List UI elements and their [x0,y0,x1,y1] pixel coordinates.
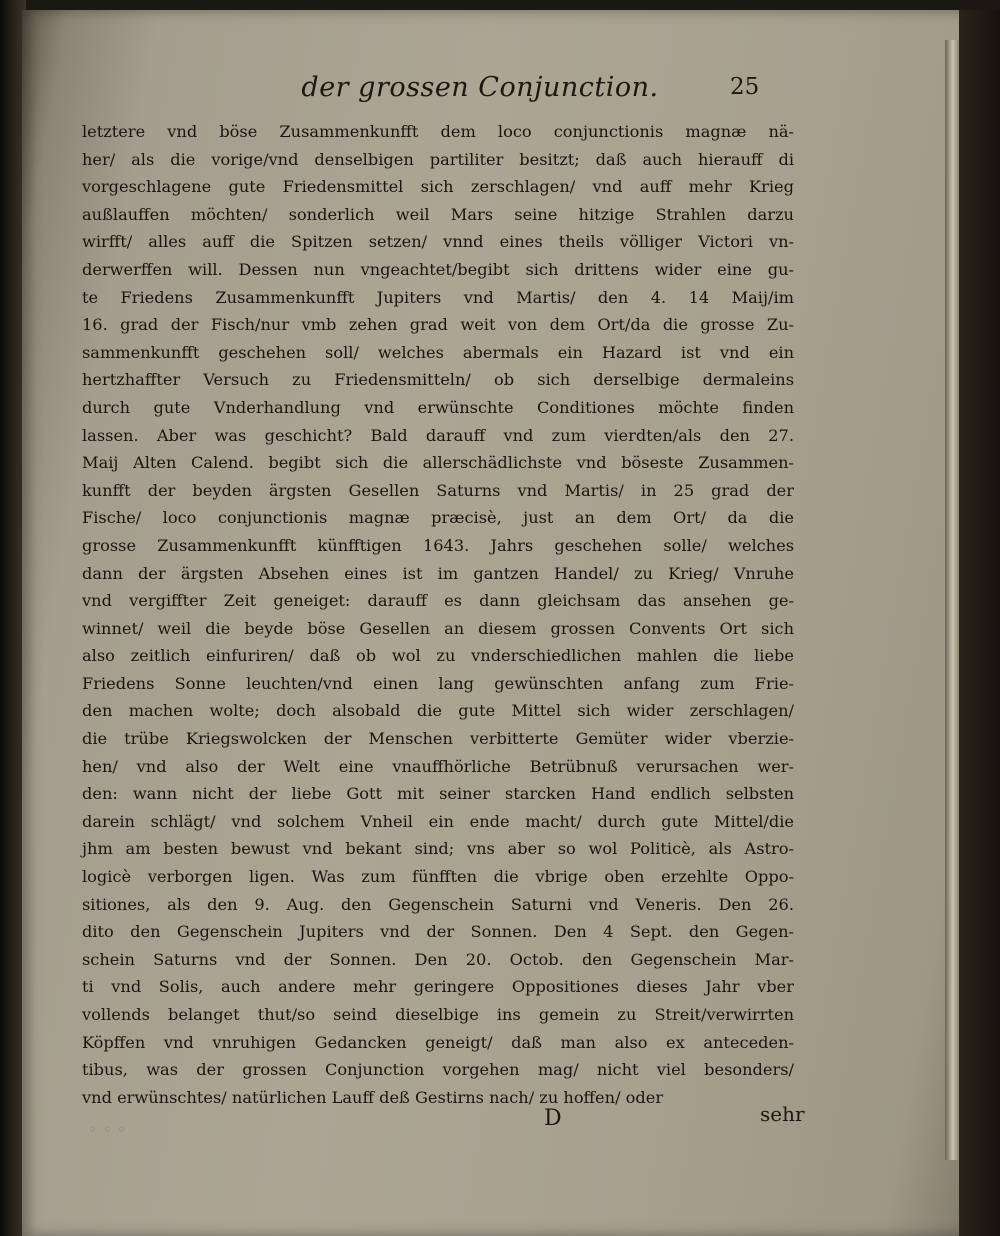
text-line: darein schlägt/ vnd solchem Vnheil ein ende macht/ durch gute Mittel/die [82,811,794,831]
text-line: her/ als die vorige/vnd denselbigen partiliter besitzt; daß auch hierauff di [82,149,794,169]
text-line: wirfft/ alles auff die Spitzen setzen/ vnnd eines theils völliger Victori vn- [82,232,794,252]
text-line: vnd vergiffter Zeit geneiget: darauff es dann gleichsam das ansehen ge- [82,591,794,611]
body-text [82,118,794,1111]
catchword: sehr [760,1102,805,1126]
text-line: Friedens Sonne leuchten/vnd einen lang gewünschten anfang zum Frie- [82,673,794,693]
text-line: tibus, was der grossen Conjunction vorgehen mag/ nicht viel besonders/ [82,1060,794,1080]
text-line: Köpffen vnd vnruhigen Gedancken geneigt/ daß man also ex anteceden- [82,1032,794,1052]
text-line: sitiones, als den 9. Aug. den Gegenschein Saturni vnd Veneris. Den 26. [82,894,794,914]
text-line: hen/ vnd also der Welt eine vnauffhörliche Betrübnuß verursachen wer- [82,756,794,776]
page-fold-edge [945,40,959,1160]
text-line: letztere vnd böse Zusammenkunfft dem loco conjunctionis magnæ nä- [82,122,794,141]
text-line: te Friedens Zusammenkunfft Jupiters vnd Martis/ den 4. 14 Maij/im [82,287,794,307]
text-line: 16. grad der Fisch/nur vmb zehen grad weit von dem Ort/da die grosse Zu- [82,315,794,335]
text-line: außlauffen möchten/ sonderlich weil Mars seine hitzige Strahlen darzu [82,204,794,224]
text-line: dito den Gegenschein Jupiters vnd der Sonnen. Den 4 Sept. den Gegen- [82,922,794,942]
signature-mark: D [544,1106,562,1131]
text-line: Fische/ loco conjunctionis magnæ præcisè, just an dem Ort/ da die [82,508,794,528]
text-line: vorgeschlagene gute Friedensmittel sich zerschlagen/ vnd auff mehr Krieg [82,177,794,197]
text-line: kunfft der beyden ärgsten Gesellen Saturns vnd Martis/ in 25 grad der [82,480,794,500]
page-number: 25 [730,74,760,100]
text-line: winnet/ weil die beyde böse Gesellen an diesem grossen Convents Ort sich [82,618,794,638]
text-line: den machen wolte; doch alsobald die gute Mittel sich wider zerschlagen/ [82,701,794,721]
text-line: sammenkunfft geschehen soll/ welches abermals ein Hazard ist vnd ein [82,342,794,362]
scan-background-right [959,10,1000,1236]
running-head: der grossen Conjunction. [301,72,659,103]
text-line: logicè verborgen ligen. Was zum fünfften die vbrige oben erzehlte Oppo- [82,867,794,887]
text-line: grosse Zusammenkunfft künfftigen 1643. Jahrs geschehen solle/ welches [82,535,794,555]
text-line: also zeitlich einfuriren/ daß ob wol zu vnderschiedlichen mahlen die liebe [82,646,794,666]
text-line: derwerffen will. Dessen nun vngeachtet/begibt sich drittens wider eine gu- [82,259,794,279]
text-line: ti vnd Solis, auch andere mehr geringere Oppositiones dieses Jahr vber [82,977,794,997]
text-line: vollends belanget thut/so seind dieselbige ins gemein zu Streit/verwirrten [82,1005,794,1024]
text-line: schein Saturns vnd der Sonnen. Den 20. Octob. den Gegenschein Mar- [82,949,794,969]
text-line: vnd erwünschtes/ natürlichen Lauff deß Gestirns nach/ zu hoffen/ oder [82,1087,664,1107]
faded-stamp-mark: ◦ ◦ ◦ [88,1120,127,1139]
text-line: durch gute Vnderhandlung vnd erwünschte Conditiones möchte finden [82,397,794,417]
page-header [70,72,790,112]
text-line: die trübe Kriegswolcken der Menschen verbitterte Gemüter wider vberzie- [82,729,794,749]
text-line: Maij Alten Calend. begibt sich die allerschädlichste vnd böseste Zusammen- [82,453,794,473]
text-line: den: wann nicht der liebe Gott mit seiner starcken Hand endlich selbsten [82,784,794,804]
page-footer [82,1102,805,1139]
text-line: jhm am besten bewust vnd bekant sind; vns aber so wol Politicè, als Astro- [82,839,794,859]
text-line: hertzhaffter Versuch zu Friedensmitteln/ ob sich derselbige dermaleins [82,370,794,390]
text-line: lassen. Aber was geschicht? Bald darauff vnd zum vierdten/als den 27. [82,425,794,445]
text-line: dann der ärgsten Absehen eines ist im gantzen Handel/ zu Krieg/ Vnruhe [82,563,794,583]
